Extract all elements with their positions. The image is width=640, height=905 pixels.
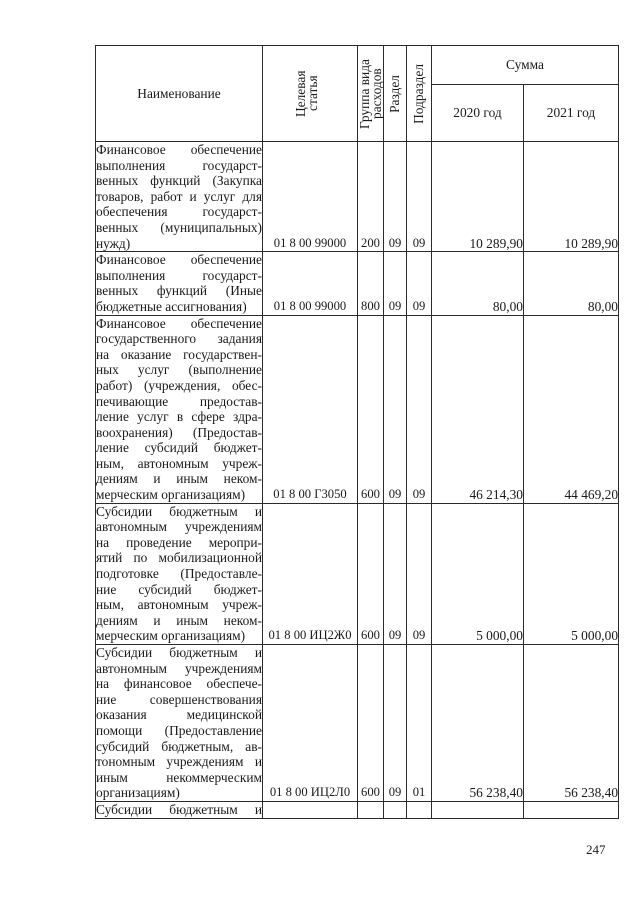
description-line: венных (муниципальных) xyxy=(96,219,262,235)
subsection-cell: 01 xyxy=(407,645,432,802)
item-description xyxy=(96,503,263,644)
target-article-cell: 01 8 00 ИЦ2Ж0 xyxy=(263,503,358,644)
description-line: оказания медицинской xyxy=(96,707,262,723)
empty-cell xyxy=(432,801,524,818)
header-year-2020: 2020 год xyxy=(432,85,524,142)
section-cell: 09 xyxy=(384,645,407,802)
description-line: ных услуг (выполнение xyxy=(96,362,262,378)
header-expense-group: Группа вида расходов xyxy=(358,46,384,142)
description-line: Финансовое обеспечение xyxy=(96,252,262,268)
target-article-cell: 01 8 00 Г3050 xyxy=(263,315,358,503)
table-row-continued xyxy=(96,801,619,818)
expense-group-cell: 600 xyxy=(358,645,384,802)
description-line: венных функций (Закупка xyxy=(96,173,262,189)
description-line: нужд) xyxy=(96,235,131,251)
section-cell: 09 xyxy=(384,252,407,315)
description-line: иным некоммерческим xyxy=(96,769,262,785)
expense-group-cell: 600 xyxy=(358,315,384,503)
description-line: мерческим организациям) xyxy=(96,628,246,644)
description-line: субсидий бюджетным, ав- xyxy=(96,738,262,754)
target-article-cell: 01 8 00 99000 xyxy=(263,252,358,315)
header-section: Раздел xyxy=(384,46,407,142)
description-line: ным, автономным учреж- xyxy=(96,597,262,613)
empty-cell xyxy=(384,801,407,818)
section-cell: 09 xyxy=(384,315,407,503)
description-line: воохранения) (Предостав- xyxy=(96,424,262,440)
description-line: ятий по мобилизационной xyxy=(96,550,262,566)
description-line: дениям и иным неком- xyxy=(96,612,262,628)
description-line: выполнения государст- xyxy=(96,267,262,283)
description-line: на оказание государствен- xyxy=(96,346,262,362)
description-line: ным, автономным учреж- xyxy=(96,455,262,471)
sum-2020-cell: 56 238,40 xyxy=(432,645,524,802)
description-line: государственного задания xyxy=(96,331,262,347)
description-line: ние субсидий бюджет- xyxy=(96,581,262,597)
table-row xyxy=(96,315,619,503)
description-line: венных функций (Иные xyxy=(96,283,262,299)
expense-group-cell: 800 xyxy=(358,252,384,315)
description-line: товаров, работ и услуг для xyxy=(96,188,262,204)
description-line: автономным учреждениям xyxy=(96,660,262,676)
table-row xyxy=(96,142,619,252)
empty-cell xyxy=(263,801,358,818)
item-description xyxy=(96,142,263,252)
header-sum: Сумма xyxy=(432,46,619,85)
sum-2021-cell: 10 289,90 xyxy=(524,142,619,252)
empty-cell xyxy=(524,801,619,818)
description-line: выполнения государст- xyxy=(96,157,262,173)
table-row xyxy=(96,645,619,802)
description-line: дениям и иным неком- xyxy=(96,471,262,487)
item-description xyxy=(96,801,263,818)
description-line: печивающие предостав- xyxy=(96,393,262,409)
description-line: ление субсидий бюджет- xyxy=(96,440,262,456)
subsection-cell: 09 xyxy=(407,252,432,315)
description-line: ление услуг в сфере здра- xyxy=(96,409,262,425)
empty-cell xyxy=(358,801,384,818)
sum-2020-cell: 80,00 xyxy=(432,252,524,315)
sum-2021-cell: 5 000,00 xyxy=(524,503,619,644)
description-line: Субсидии бюджетным и xyxy=(96,801,262,817)
header-name: Наименование xyxy=(96,46,263,142)
description-line: на финансовое обеспече- xyxy=(96,676,262,692)
budget-table xyxy=(95,45,619,819)
description-line: обеспечения государст- xyxy=(96,204,262,220)
sum-2021-cell: 56 238,40 xyxy=(524,645,619,802)
subsection-cell: 09 xyxy=(407,503,432,644)
description-line: ние совершенствования xyxy=(96,691,262,707)
subsection-cell: 09 xyxy=(407,315,432,503)
description-line: бюджетные ассигнования) xyxy=(96,298,247,314)
description-line: тономным учреждениям и xyxy=(96,754,262,770)
empty-cell xyxy=(407,801,432,818)
header-year-2021: 2021 год xyxy=(524,85,619,142)
description-line: подготовке (Предоставле- xyxy=(96,566,262,582)
table-row xyxy=(96,252,619,315)
description-line: Финансовое обеспечение xyxy=(96,315,262,331)
sum-2020-cell: 10 289,90 xyxy=(432,142,524,252)
description-line: на проведение меропри- xyxy=(96,534,262,550)
section-cell: 09 xyxy=(384,503,407,644)
section-cell: 09 xyxy=(384,142,407,252)
item-description xyxy=(96,645,263,802)
description-line: автономным учреждениям xyxy=(96,519,262,535)
header-subsection: Подраздел xyxy=(407,46,432,142)
description-line: Субсидии бюджетным и xyxy=(96,645,262,660)
page-number: 247 xyxy=(586,842,606,857)
expense-group-cell: 200 xyxy=(358,142,384,252)
description-line: Финансовое обеспечение xyxy=(96,142,262,157)
description-line: организациям) xyxy=(96,785,180,801)
description-line: мерческим организациям) xyxy=(96,487,246,503)
description-line: Субсидии бюджетным и xyxy=(96,503,262,519)
item-description xyxy=(96,315,263,503)
sum-2021-cell: 80,00 xyxy=(524,252,619,315)
subsection-cell: 09 xyxy=(407,142,432,252)
header-target-article: Целевая статья xyxy=(263,46,358,142)
sum-2021-cell: 44 469,20 xyxy=(524,315,619,503)
target-article-cell: 01 8 00 ИЦ2Л0 xyxy=(263,645,358,802)
sum-2020-cell: 5 000,00 xyxy=(432,503,524,644)
item-description xyxy=(96,252,263,315)
table-row xyxy=(96,503,619,644)
description-line: помощи (Предоставление xyxy=(96,722,262,738)
target-article-cell: 01 8 00 99000 xyxy=(263,142,358,252)
sum-2020-cell: 46 214,30 xyxy=(432,315,524,503)
expense-group-cell: 600 xyxy=(358,503,384,644)
description-line: работ) (учреждения, обес- xyxy=(96,377,262,393)
